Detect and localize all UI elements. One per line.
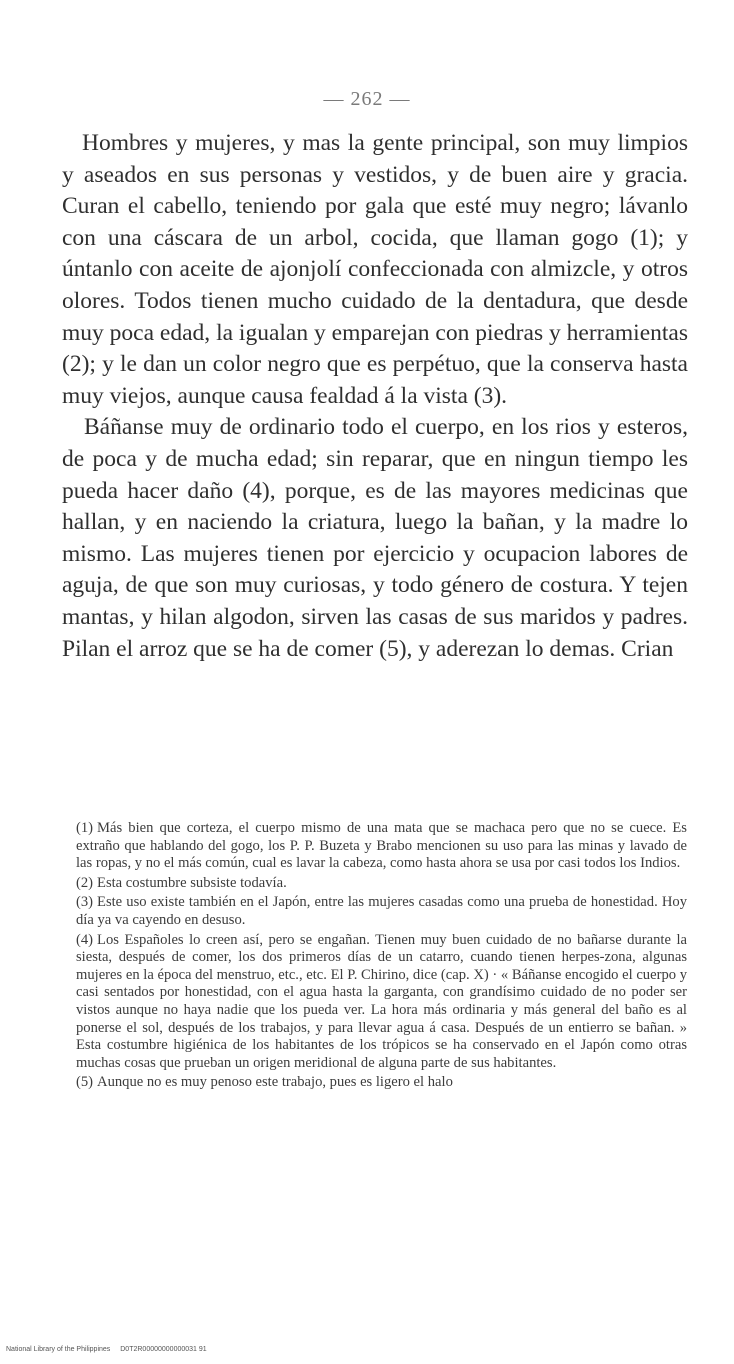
footnote-text: Este uso existe también en el Japón, entre las mujeres casadas como una prueba de honestidad. Hoy día ya va cayendo en desuso. [76, 894, 687, 928]
footnote-text: Aunque no es muy penoso este trabajo, pues es ligero el halo [97, 1074, 453, 1091]
scan-code: D0T2R00000000000031 91 [120, 1346, 207, 1353]
body-paragraph: Hombres y mujeres, y mas la gente principal, son muy limpios y aseados en sus personas y vestidos, y de buen aire y gracia. Curan el cabello, teniendo por gala que esté muy negro; lávanlo con una cáscara de un arbol, cocida, que llaman gogo (1); y úntanlo con aceite de ajonjolí confeccionada con almizcle, y otros olores. Todos tienen mucho cuidado de la dentadura, que desde muy poca edad, la igualan y emparejan con piedras y herramientas (2); y le dan un color negro que es perpétuo, que la conserva hasta muy viejos, aunque causa fealdad á la vista (3). [62, 130, 688, 409]
footnote [76, 875, 687, 893]
main-text [62, 128, 688, 665]
page-number: — 262 — [323, 88, 411, 110]
footnote-text: Los Españoles lo creen así, pero se engañan. Tienen muy buen cuidado de no bañarse durante la siesta, después de comer, los dos primeros días de un catarro, cuando tienen herpes-zona, algunas mujeres en la época del menstruo, etc., etc. El P. Chirino, dice (cap. X) · « Báñanse encogido el cuerpo y casi sentados por honestidad, con el agua hasta la garganta, con grandísimo cuidado de no poder ser vistos aunque no haya nadie que los pueda ver. La hora más ordinaria y más general del baño es al ponerse el sol, después de los trabajos, y para llevar agua á casa. Después de un entierro se bañan. » Esta costumbre higiénica de los habitantes de los trópicos se ha conservado en el Japón como otras muchas cosas que prueban un origen meridional de alguna parte de sus habitantes. [76, 931, 687, 1071]
library-credit: National Library of the Philippines [6, 1346, 111, 1353]
footnote [76, 1074, 687, 1092]
footnote-text: Más bien que corteza, el cuerpo mismo de una mata que se machaca pero que no se cuece. Es extraño que hablando del gogo, los P. P. Buzeta y Brabo mencionen su uso para las minas y lavado de las ropas, y no el más común, cual es lavar la cabeza, como hasta ahora se usa por casi todos los Indios. [76, 820, 687, 872]
footnote-number: (2) [76, 874, 94, 891]
scan-footer [6, 1346, 215, 1353]
footnote [76, 820, 687, 873]
footnote-number: (1) [76, 820, 94, 836]
footnotes [76, 820, 687, 1094]
footnote [76, 894, 687, 929]
footnote [76, 932, 687, 1073]
footnote-text: Esta costumbre subsiste todavía. [97, 874, 287, 891]
footnote-number: (4) [76, 931, 94, 948]
body-paragraph: Báñanse muy de ordinario todo el cuerpo, en los rios y esteros, de poca y de mucha edad; sin reparar, que en ningun tiempo les pueda hacer daño (4), porque, es de las mayores medicinas que hallan, y en naciendo la criatura, luego la bañan, y la madre lo mismo. Las mujeres tienen por ejercicio y ocupacion labores de aguja, de que son muy curiosas, y todo género de costura. Y tejen mantas, y hilan algodon, sirven las casas de sus maridos y padres. Pilan el arroz que se ha de comer (5), y aderezan lo demas. Crian [62, 414, 688, 662]
footnote-number: (3) [76, 894, 94, 911]
footnote-number: (5) [76, 1074, 94, 1091]
